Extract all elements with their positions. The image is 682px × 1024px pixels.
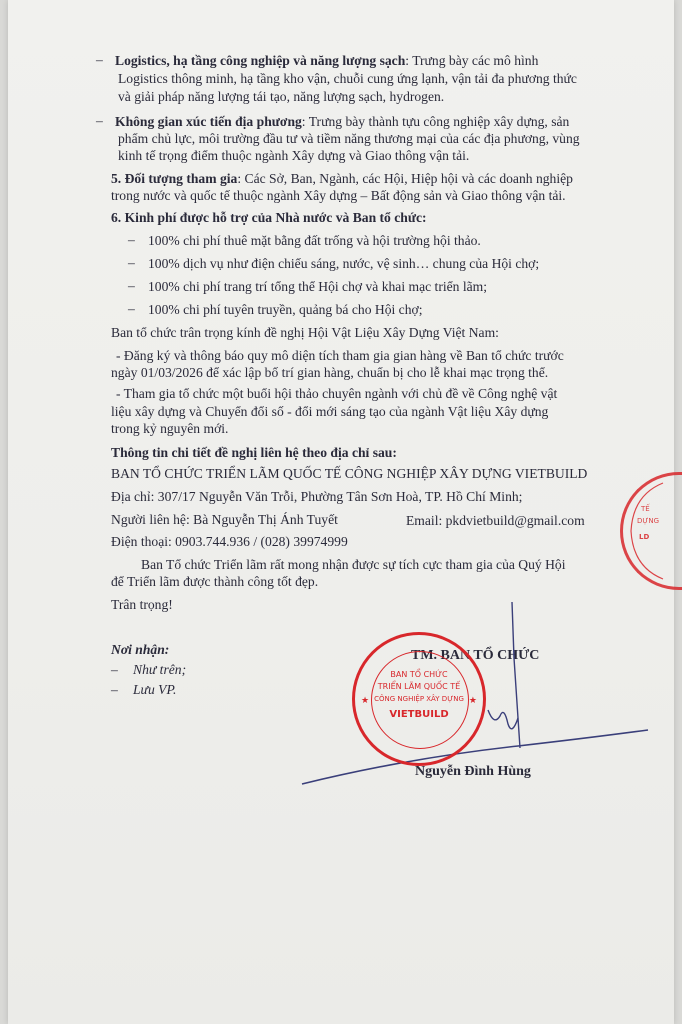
section6-item: 100% chi phí thuê mặt bằng đất trống và hội trường hội thảo. (148, 233, 481, 248)
item-logistics-text: : Trưng bày các mô hình (405, 53, 539, 68)
section6-item: 100% chi phí trang trí tổng thể Hội chợ và khai mạc triển lãm; (148, 279, 488, 294)
bullet-dash: – (111, 662, 118, 677)
section6-item: 100% chi phí tuyên truyền, quảng bá cho Hội chợ; (148, 302, 423, 317)
section5-title: 5. Đối tượng tham gia (111, 171, 238, 186)
closing-line1: Ban Tổ chức Triển lãm rất mong nhận được sự tích cực tham gia của Quý Hội (141, 557, 566, 572)
seal-inner-text (355, 669, 483, 721)
official-seal (352, 632, 486, 766)
seal-line: VIETBUILD (389, 709, 449, 720)
star-icon: ★ (361, 695, 370, 705)
seal-line: CÔNG NGHIỆP XÂY DỰNG (374, 695, 464, 703)
section5-line1 (111, 171, 573, 186)
document-page (8, 0, 674, 1024)
signature-title: TM. BAN TỔ CHỨC (411, 648, 540, 663)
request-p2-line2: liệu xây dựng và Chuyển đổi số - đổi mới sáng tạo của ngành Vật liệu Xây dựng (111, 404, 549, 419)
recipients-title: Nơi nhận: (111, 642, 170, 657)
request-p1-line1: - Đăng ký và thông báo quy mô diện tích tham gia gian hàng về Ban tổ chức trước (116, 348, 564, 363)
item-local-line3: kinh tế trọng điểm thuộc ngành Xây dựng và Giao thông vận tải. (118, 148, 470, 163)
partial-seal-edge (620, 472, 682, 590)
contact-heading: Thông tin chi tiết đề nghị liên hệ theo địa chỉ sau: (111, 445, 397, 460)
item-local-text: : Trưng bày thành tựu công nghiệp xây dựng, sản (301, 114, 570, 129)
contact-phone: Điện thoại: 0903.744.936 / (028) 39974999 (111, 534, 348, 549)
bullet-dash: – (96, 52, 103, 67)
bullet-dash: – (128, 278, 135, 293)
item-logistics-line1 (115, 53, 538, 68)
bullet-dash: – (128, 232, 135, 247)
contact-person: Người liên hệ: Bà Nguyễn Thị Ánh Tuyết (111, 512, 338, 527)
seal-line: TRIỂN LÃM QUỐC TẾ (377, 682, 461, 691)
svg-text:TẾ: TẾ (641, 505, 650, 513)
recipient-item: Lưu VP. (133, 682, 177, 697)
item-local-title: Không gian xúc tiến địa phương (115, 114, 302, 129)
bullet-dash: – (111, 682, 118, 697)
request-intro: Ban tổ chức trân trọng kính đề nghị Hội Vật Liệu Xây Dựng Việt Nam: (111, 325, 499, 340)
signer-name: Nguyễn Đình Hùng (415, 764, 531, 779)
item-logistics-line2: Logistics thông minh, hạ tầng kho vận, chuỗi cung ứng lạnh, vận tải đa phương thức (118, 71, 577, 86)
contact-email: Email: pkdvietbuild@gmail.com (406, 513, 585, 528)
recipient-item: Như trên; (133, 662, 187, 677)
section6-title: 6. Kinh phí được hỗ trợ của Nhà nước và Ban tổ chức: (111, 210, 427, 225)
svg-text:LD: LD (639, 533, 650, 541)
star-icon: ★ (468, 695, 477, 705)
seal-line: BAN TỔ CHỨC (390, 670, 448, 679)
section5-line2: trong nước và quốc tế thuộc ngành Xây dựng – Bất động sản và Giao thông vận tải. (111, 188, 566, 203)
closing-regards: Trân trọng! (111, 597, 173, 612)
svg-text:DỰNG: DỰNG (637, 517, 660, 525)
bullet-dash: – (128, 255, 135, 270)
item-local-line1 (115, 114, 569, 129)
request-p2-line3: trong kỷ nguyên mới. (111, 421, 229, 436)
bullet-dash: – (96, 113, 103, 128)
section6-item: 100% dịch vụ như điện chiếu sáng, nước, vệ sinh… chung của Hội chợ; (148, 256, 540, 271)
item-local-line2: phẩm chủ lực, môi trường đầu tư và tiềm năng thương mại của các địa phương, vùng (118, 131, 580, 146)
closing-line2: để Triển lãm được thành công tốt đẹp. (111, 574, 319, 589)
bullet-dash: – (128, 301, 135, 316)
partial-seal-drawing (623, 475, 682, 587)
section5-text: : Các Sở, Ban, Ngành, các Hội, Hiệp hội và các doanh nghiệp (237, 171, 573, 186)
item-logistics-title: Logistics, hạ tầng công nghiệp và năng lượng sạch (115, 53, 406, 68)
contact-org: BAN TỔ CHỨC TRIỂN LÃM QUỐC TẾ CÔNG NGHIỆP XÂY DỰNG VIETBUILD (111, 466, 588, 481)
request-p2-line1: - Tham gia tổ chức một buổi hội thảo chuyên ngành với chủ đề về Công nghệ vật (116, 386, 558, 401)
item-logistics-line3: và giải pháp năng lượng tái tạo, năng lượng sạch, hydrogen. (118, 89, 445, 104)
request-p1-line2: ngày 01/03/2026 để xác lập bố trí gian hàng, chuẩn bị cho lễ khai mạc trọng thể. (111, 365, 549, 380)
contact-address: Địa chỉ: 307/17 Nguyễn Văn Trỗi, Phường Tân Sơn Hoà, TP. Hồ Chí Minh; (111, 489, 523, 504)
